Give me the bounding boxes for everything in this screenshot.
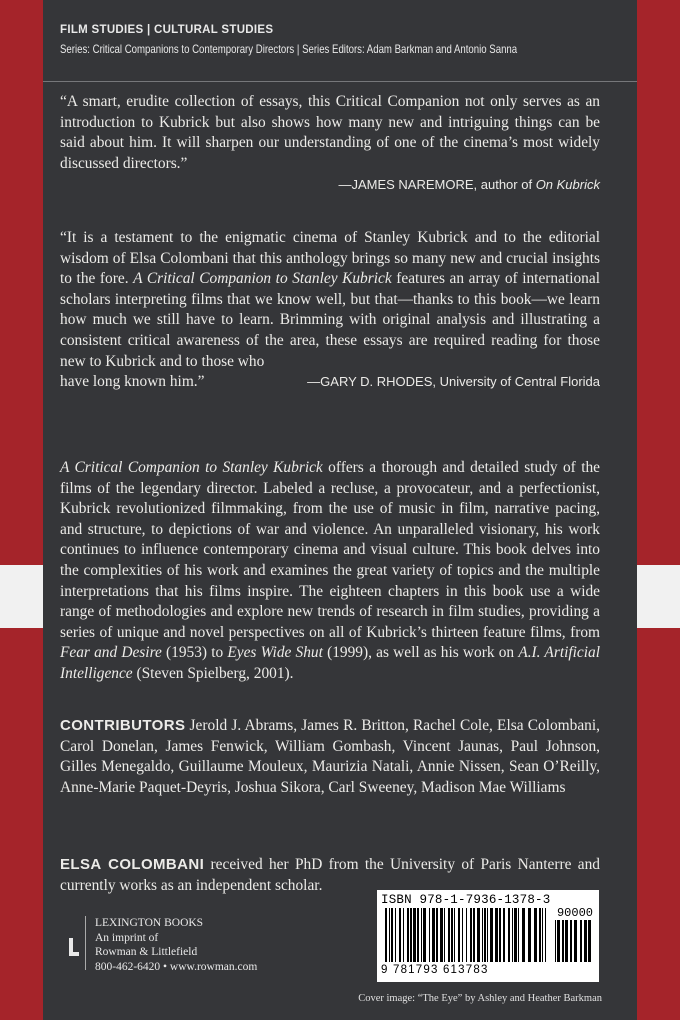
quote-affiliation: University of Central Florida: [436, 374, 600, 390]
book-description: [60, 458, 600, 685]
publisher-parent: Rowman & Littlefield: [95, 946, 198, 958]
price-code: 90000: [556, 906, 593, 920]
text-panel: [43, 0, 637, 1020]
category-label: FILM STUDIES | CULTURAL STUDIES: [60, 24, 274, 36]
quote-attribution: [307, 372, 600, 393]
quote-affiliation-prefix: author of: [477, 177, 536, 193]
ean-digits: 9 781793 613783: [381, 964, 489, 976]
header-divider: [43, 81, 637, 82]
header: [60, 24, 626, 56]
publisher-block: [63, 916, 293, 976]
book-title: A Critical Companion to Stanley Kubrick: [60, 459, 323, 476]
description-text-d: (Steven Spielberg, 2001).: [132, 664, 294, 682]
quote-ending: have long known him.”: [60, 373, 205, 391]
publisher-text: [95, 916, 257, 974]
endorsement-naremore: [60, 92, 600, 196]
quote-last-line: [60, 372, 600, 393]
publisher-imprint: An imprint of: [95, 931, 159, 944]
description-text-a: offers a thorough and detailed study of the films of the legendary director. Labeled a recluse, a provocateur, and a perfectionist, Kubrick revolutionized filmmaking, from the use of music in film, narrative pacing, and structure, to depictions of war and violence. An unparalleled visionary, his work continues to influence contemporary cinema and visual culture. This book delves into the complexities of his work and examines the great variety of topics and the multiple interpretations that his films inspire. The eighteen chapters in this book use a wide range of methodologies and explore new trends of research in film studies, providing a series of unique and novel perspectives on all of Kubrick’s thirteen feature films, from: [60, 459, 600, 641]
film-title: Eyes Wide Shut: [227, 644, 323, 662]
description-text-c: (1999), as well as his work on: [322, 644, 519, 662]
cover-credit-prefix: Cover image:: [358, 993, 418, 1004]
editor-name: ELSA COLOMBANI: [60, 856, 205, 873]
quote-book-title: A Critical Companion to Stanley Kubrick: [133, 270, 392, 288]
contributors-label: CONTRIBUTORS: [60, 717, 186, 734]
price-barcode-bars-icon: [555, 920, 593, 962]
quote-attribution: [60, 175, 600, 196]
contributors: [60, 716, 600, 798]
quote-affiliation-title: On Kubrick: [535, 177, 600, 193]
left-white-stripe: [0, 565, 43, 628]
cover-credit-suffix: by Ashley and Heather Barkman: [462, 993, 602, 1004]
isbn-barcode: [377, 890, 599, 982]
barcode-bars-icon: [385, 908, 550, 962]
right-red-border: [637, 0, 680, 1020]
description-text-b: (1953) to: [161, 644, 228, 662]
publisher-contact: 800-462-6420 • www.rowman.com: [95, 960, 258, 973]
publisher-logo-icon: [63, 916, 86, 970]
quote-author: —GARY D. RHODES,: [307, 374, 436, 390]
left-red-border: [0, 0, 43, 1020]
cover-credit: [358, 993, 602, 1004]
editor-bio-text: received her PhD from the University of Paris Nanterre and currently works as an independent scholar.: [60, 856, 600, 894]
film-title: Fear and Desire: [60, 644, 162, 662]
quote-author: —JAMES NAREMORE,: [338, 177, 478, 193]
contributors-names: Jerold J. Abrams, James R. Britton, Rachel Cole, Elsa Colombani, Carol Donelan, James Fenwick, William Gombash, Vincent Jaunas, Paul Johnson, Gilles Menegaldo, Guillaume Mouleux, Maurizia Natali, Annie Nissen, Sean O’Reilly, Anne-Marie Paquet-Deyris, Joshua Sikora, Carl Sweeney, Madison Mae Williams: [60, 717, 600, 796]
right-white-stripe: [637, 565, 680, 628]
quote-text-b: features an array of international scholars interpreting films that we know well, but that—thanks to this book—we learn how much we still have to learn. Brimming with original analysis and illustrating a consistent critical awareness of the area, these essays are required reading for those new to Kubrick and to those who: [60, 270, 600, 370]
film-title: A.I. Artificial Intelligence: [60, 644, 601, 682]
publisher-name: LEXINGTON BOOKS: [95, 917, 204, 929]
endorsement-rhodes: [60, 228, 600, 393]
cover-credit-title: “The Eye”: [417, 993, 463, 1004]
isbn-text: ISBN 978-1-7936-1378-3: [381, 893, 551, 907]
quote-text: “A smart, erudite collection of essays, this Critical Companion not only serves as an introduction to Kubrick but also shows how many new and intriguing things can be said about him. It will sharpen our understanding of one of the cinema’s most widely discussed directors.”: [60, 93, 600, 172]
series-line: Series: Critical Companions to Contemporary Directors | Series Editors: Adam Barkman and Antonio Sanna: [60, 43, 518, 56]
quote-text-a: “It is a testament to the enigmatic cinema of Stanley Kubrick and to the editorial wisdom of Elsa Colombani that this anthology brings so many new and crucial insights to the fore.: [60, 229, 600, 288]
